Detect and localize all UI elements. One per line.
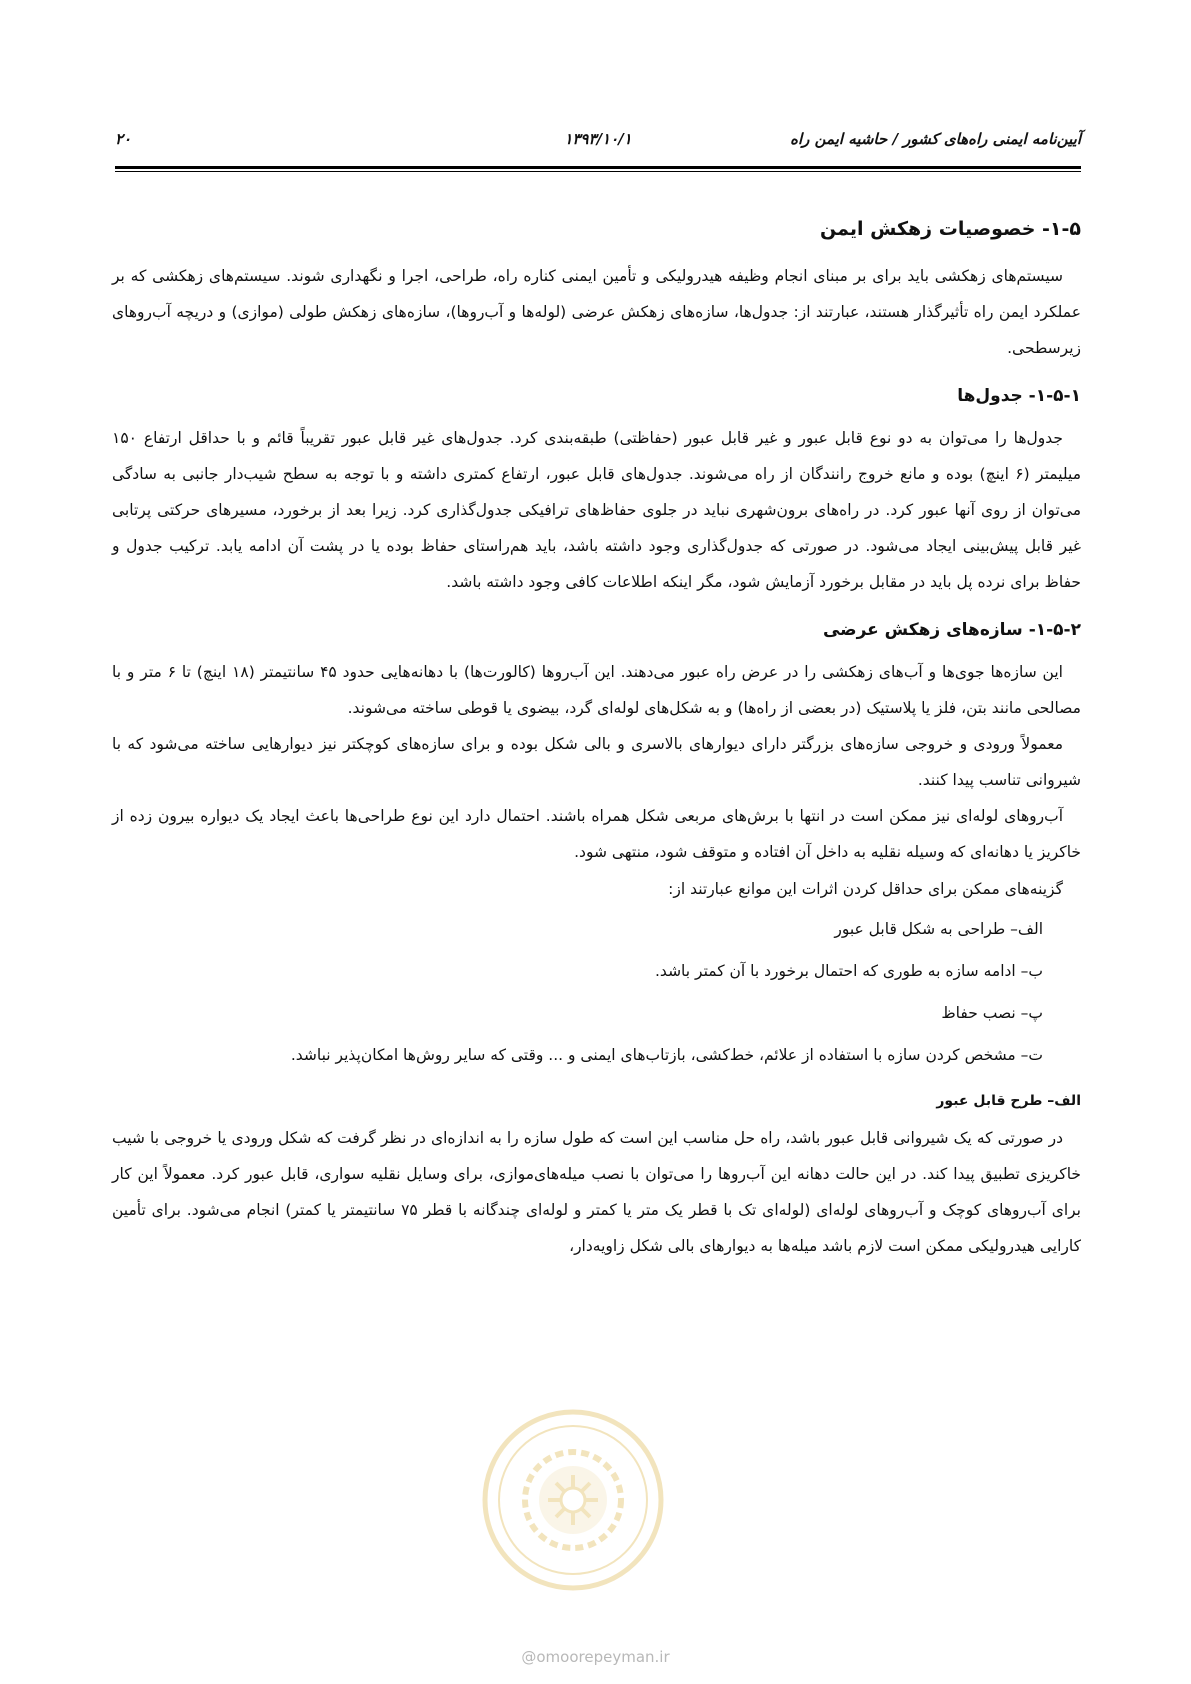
options-intro: گزینه‌های ممکن برای حداقل کردن اثرات این موانع عبارتند از: [668, 880, 1063, 898]
header-title: آیین‌نامه ایمنی راه‌های کشور / حاشیه ایمن راه [790, 130, 1081, 148]
traversable-design-paragraph: در صورتی که یک شیروانی قابل عبور باشد، راه حل مناسب این است که طول سازه را به اندازه‌ای در نظر گرفت که شکل ورودی یا خروجی با شیب خاکریزی تطبیق پیدا کند. در این حالت دهانه این آب‌روها را می‌توان با نصب میله‌های‌موازی، برای وسایل نقلیه سواری، قابل عبور کرد. معمولاً این کار برای آب‌روهای کوچک و آب‌روهای لوله‌ای (لوله‌ای تک با قطر یک متر یا کمتر و لوله‌ای چندگانه با قطر ۷۵ سانتیمتر یا کمتر) انجام می‌شود. برای تأمین کارایی هیدرولیکی ممکن است لازم باشد میله‌ها به دیوارهای بالی شکل زاویه‌دار، [112, 1129, 1081, 1255]
options-list [112, 908, 1081, 1076]
traversable-design-heading: الف– طرح قابل عبور [936, 1093, 1081, 1109]
subsection-curbs-heading: ۱-۵-۱- جدول‌ها [957, 386, 1081, 406]
cross-drainage-paragraph-2: معمولاً ورودی و خروجی سازه‌های بزرگتر دارای دیوارهای بالاسری و بالی شکل بوده و برای سازه‌های کوچکتر نیز دیوارهایی ساخته می‌شود که با شیروانی تناسب پیدا کنند. [112, 735, 1081, 789]
page-header [115, 128, 1081, 162]
header-rule [115, 166, 1081, 172]
watermark-seal-icon [478, 1405, 668, 1595]
cross-drainage-paragraph-1: این سازه‌ها جوی‌ها و آب‌های زهکشی را در عرض راه عبور می‌دهند. این آب‌روها (کالورت‌ها) با دهانه‌هایی حدود ۴۵ سانتیمتر (۱۸ اینچ) تا ۶ متر و با مصالحی مانند بتن، فلز یا پلاستیک (در بعضی از راه‌ها) و به شکل‌های لوله‌ای گرد، بیضوی یا قوطی ساخته می‌شوند. [112, 663, 1081, 717]
subsection-curbs-paragraph: جدول‌ها را می‌توان به دو نوع قابل عبور و غیر قابل عبور (حفاظتی) طبقه‌بندی کرد. جدول‌های غیر قابل عبور تقریباً قائم و با حداقل ارتفاع ۱۵۰ میلیمتر (۶ اینچ) بوده و مانع خروج رانندگان از راه می‌شوند. جدول‌های قابل عبور، ارتفاع کمتری داشته و با توجه به سطح شیب‌دار جانبی به سادگی می‌توان از روی آنها عبور کرد. در راه‌های برون‌شهری نباید در جلوی حفاظ‌های ترافیکی جدول‌گذاری کرد. زیرا بعد از برخورد، مسیرهای حرکتی پرتابی غیر قابل پیش‌بینی ایجاد می‌شود. در صورتی که جدول‌گذاری وجود داشته باشد، باید هم‌راستای حفاظ بوده یا در پشت آن ادامه یابد. ترکیب جدول و حفاظ برای نرده پل باید در مقابل برخورد آزمایش شود، مگر اینکه اطلاعات کافی وجود داشته باشد. [112, 429, 1082, 591]
cross-drainage-paragraph-3: آب‌روهای لوله‌ای نیز ممکن است در انتها با برش‌های مربعی شکل همراه باشند. احتمال دارد این نوع طراحی‌ها باعث ایجاد یک دیواره بیرون زده از خاکریز یا دهانه‌ای که وسیله نقلیه به داخل آن افتاده و متوقف شود، منتهی شود. [112, 807, 1081, 861]
list-item: پ– نصب حفاظ [941, 1004, 1043, 1022]
watermark-site-label: @omoorepeyman.ir [521, 1648, 670, 1666]
list-item: الف– طراحی به شکل قابل عبور [834, 920, 1043, 938]
section-intro-paragraph: سیستم‌های زهکشی باید برای بر مبنای انجام وظیفه هیدرولیکی و تأمین ایمنی کناره راه، طراحی، اجرا و نگهداری شوند. سیستم‌های زهکشی که بر عملکرد ایمن راه تأثیرگذار هستند، عبارتند از: جدول‌ها، سازه‌های زهکش عرضی (لوله‌ها و آب‌روها)، سازه‌های زهکش طولی (موازی) و دریچه آب‌روهای زیرسطحی. [112, 267, 1081, 357]
section-heading: ۱-۵- خصوصیات زهکش ایمن [820, 218, 1081, 240]
page-number: ۲۰ [115, 130, 132, 148]
list-item: ت– مشخص کردن سازه با استفاده از علائم، خط‌کشی، بازتاب‌های ایمنی و ... وقتی که سایر روش‌ها امکان‌پذیر نباشد. [290, 1046, 1043, 1064]
header-date: ۱۳۹۳/۱۰/۱ [564, 130, 632, 148]
subsection-cross-drainage-heading: ۱-۵-۲- سازه‌های زهکش عرضی [822, 620, 1081, 640]
document-body [112, 212, 1081, 1264]
list-item: ب– ادامه سازه به طوری که احتمال برخورد با آن کمتر باشد. [655, 962, 1043, 980]
